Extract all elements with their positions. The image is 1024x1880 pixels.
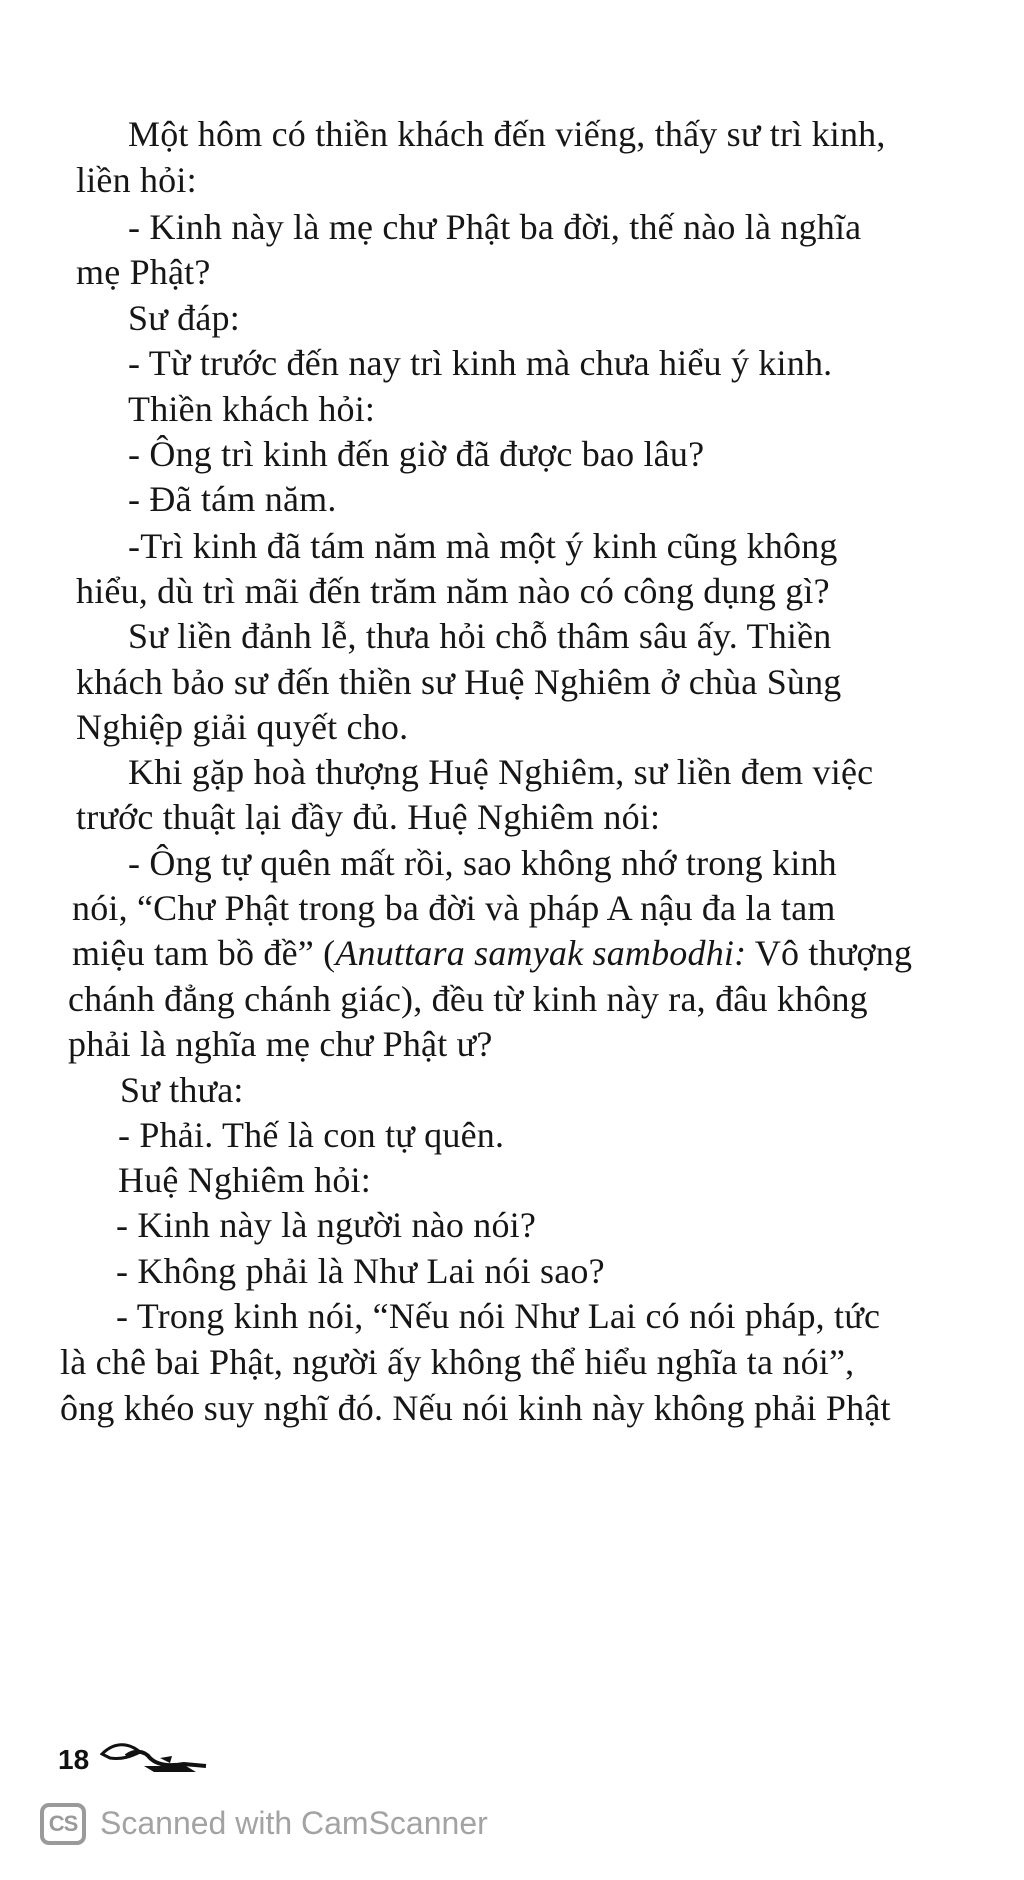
text-line: khách bảo sư đến thiền sư Huệ Nghiêm ở chùa Sùng: [76, 662, 842, 702]
text-segment: miệu tam bồ đề” (: [72, 933, 336, 973]
ornament-icon: [100, 1736, 210, 1776]
text-line: [72, 931, 912, 975]
text-line: là chê bai Phật, người ấy không thể hiểu nghĩa ta nói”,: [60, 1342, 855, 1382]
text-line: - Trong kinh nói, “Nếu nói Như Lai có nói pháp, tức: [116, 1296, 881, 1336]
text-line: -Trì kinh đã tám năm mà một ý kinh cũng không: [128, 526, 838, 566]
page-number: 18: [58, 1744, 90, 1775]
text-line: Huệ Nghiêm hỏi:: [118, 1160, 371, 1200]
text-line: liền hỏi:: [76, 160, 197, 200]
text-line: trước thuật lại đầy đủ. Huệ Nghiêm nói:: [76, 797, 661, 837]
text-line: phải là nghĩa mẹ chư Phật ư?: [68, 1024, 493, 1064]
text-line: - Không phải là Như Lai nói sao?: [116, 1251, 605, 1291]
camscanner-logo: CS: [40, 1803, 86, 1845]
text-line: - Ông trì kinh đến giờ đã được bao lâu?: [128, 434, 705, 474]
text-line: - Phải. Thế là con tự quên.: [118, 1115, 505, 1155]
text-line: hiểu, dù trì mãi đến trăm năm nào có công dụng gì?: [76, 571, 830, 611]
text-line: - Ông tự quên mất rồi, sao không nhớ trong kinh: [128, 843, 837, 883]
text-line: - Từ trước đến nay trì kinh mà chưa hiểu ý kinh.: [128, 343, 833, 383]
text-line: Khi gặp hoà thượng Huệ Nghiêm, sư liền đem việc: [128, 752, 874, 792]
text-line: Thiền khách hỏi:: [128, 389, 376, 429]
text-line: - Kinh này là mẹ chư Phật ba đời, thế nào là nghĩa: [128, 207, 862, 247]
text-line: Nghiệp giải quyết cho.: [76, 707, 409, 747]
text-line: Sư đáp:: [128, 298, 240, 338]
text-line: nói, “Chư Phật trong ba đời và pháp A nậu đa la tam: [72, 888, 836, 928]
text-line: Sư thưa:: [120, 1070, 244, 1110]
text-line: chánh đẳng chánh giác), đều từ kinh này ra, đâu không: [68, 979, 868, 1019]
text-line: Một hôm có thiền khách đến viếng, thấy sư trì kinh,: [128, 114, 886, 154]
text-line: - Kinh này là người nào nói?: [116, 1205, 537, 1245]
text-segment: Vô thượng: [746, 933, 913, 973]
watermark-text: Scanned with CamScanner: [100, 1805, 488, 1841]
text-line: - Đã tám năm.: [128, 479, 337, 519]
text-line: mẹ Phật?: [76, 252, 211, 292]
text-line: Sư liền đảnh lễ, thưa hỏi chỗ thâm sâu ấy. Thiền: [128, 616, 832, 656]
text-line: ông khéo suy nghĩ đó. Nếu nói kinh này không phải Phật: [60, 1388, 891, 1428]
italic-term: Anuttara samyak sambodhi:: [335, 933, 747, 973]
